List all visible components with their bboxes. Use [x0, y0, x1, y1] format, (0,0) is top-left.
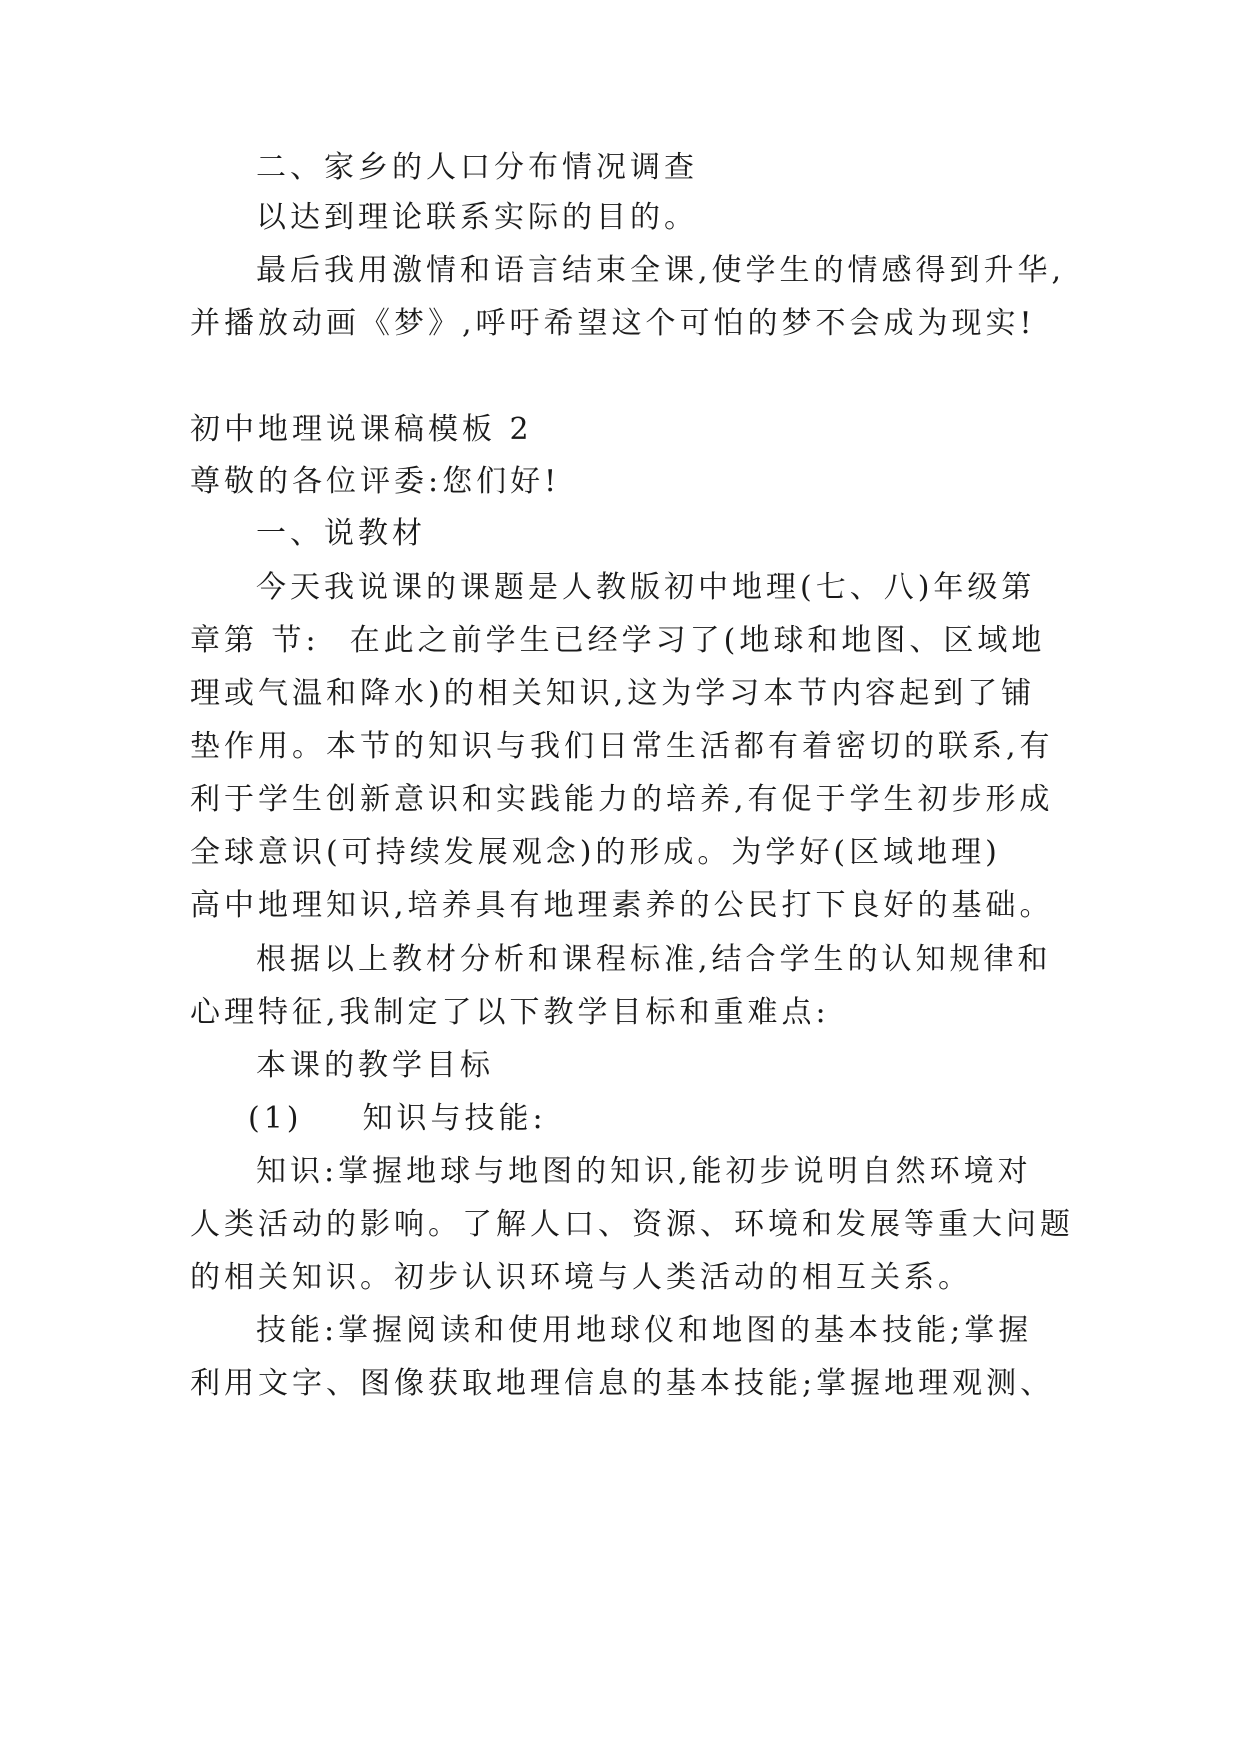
list-item	[248, 1099, 547, 1139]
paragraph-line: 人类活动的影响。了解人口、资源、环境和发展等重大问题	[190, 1207, 1074, 1242]
paragraph-line: 全球意识(可持续发展观念)的形成。为学好(区域地理)	[190, 835, 1001, 870]
paragraph-line: 根据以上教材分析和课程标准,结合学生的认知规律和	[256, 942, 1052, 977]
greeting: 尊敬的各位评委:您们好!	[190, 464, 561, 499]
paragraph-line: 垫作用。本节的知识与我们日常生活都有着密切的联系,有	[190, 729, 1054, 764]
paragraph-line: 最后我用激情和语言结束全课,使学生的情感得到升华,	[256, 253, 1066, 288]
paragraph-line: 心理特征,我制定了以下教学目标和重难点:	[190, 995, 830, 1030]
document-title: 初中地理说课稿模板 2	[190, 412, 533, 447]
paragraph-line: 技能:掌握阅读和使用地球仪和地图的基本技能;掌握	[256, 1313, 1033, 1348]
paragraph-line	[190, 621, 1045, 661]
paragraph-line: 利用文字、图像获取地理信息的基本技能;掌握地理观测、	[190, 1366, 1055, 1401]
paragraph-line: 今天我说课的课题是人教版初中地理(七、八)年级第	[256, 570, 1036, 605]
paragraph-line: 的相关知识。初步认识环境与人类活动的相互关系。	[190, 1260, 972, 1295]
paragraph-line: 高中地理知识,培养具有地理素养的公民打下良好的基础。	[190, 888, 1054, 923]
list-label: 知识与技能:	[362, 1101, 547, 1136]
section-heading: 一、说教材	[256, 516, 426, 551]
list-number: (1)	[248, 1101, 303, 1136]
paragraph-line: 并播放动画《梦》,呼吁希望这个可怕的梦不会成为现实!	[190, 306, 1036, 341]
chapter-text: 章第 节:	[190, 623, 320, 658]
paragraph-line: 理或气温和降水)的相关知识,这为学习本节内容起到了铺	[190, 676, 1036, 711]
paragraph-line: 知识:掌握地球与地图的知识,能初步说明自然环境对	[256, 1154, 1032, 1189]
chapter-text-continued: 在此之前学生已经学习了(地球和地图、区域地	[349, 623, 1046, 658]
paragraph-line: 以达到理论联系实际的目的。	[256, 200, 698, 235]
subsection-heading: 本课的教学目标	[256, 1048, 494, 1083]
section-heading: 二、家乡的人口分布情况调查	[256, 150, 698, 185]
paragraph-line: 利于学生创新意识和实践能力的培养,有促于学生初步形成	[190, 782, 1054, 817]
